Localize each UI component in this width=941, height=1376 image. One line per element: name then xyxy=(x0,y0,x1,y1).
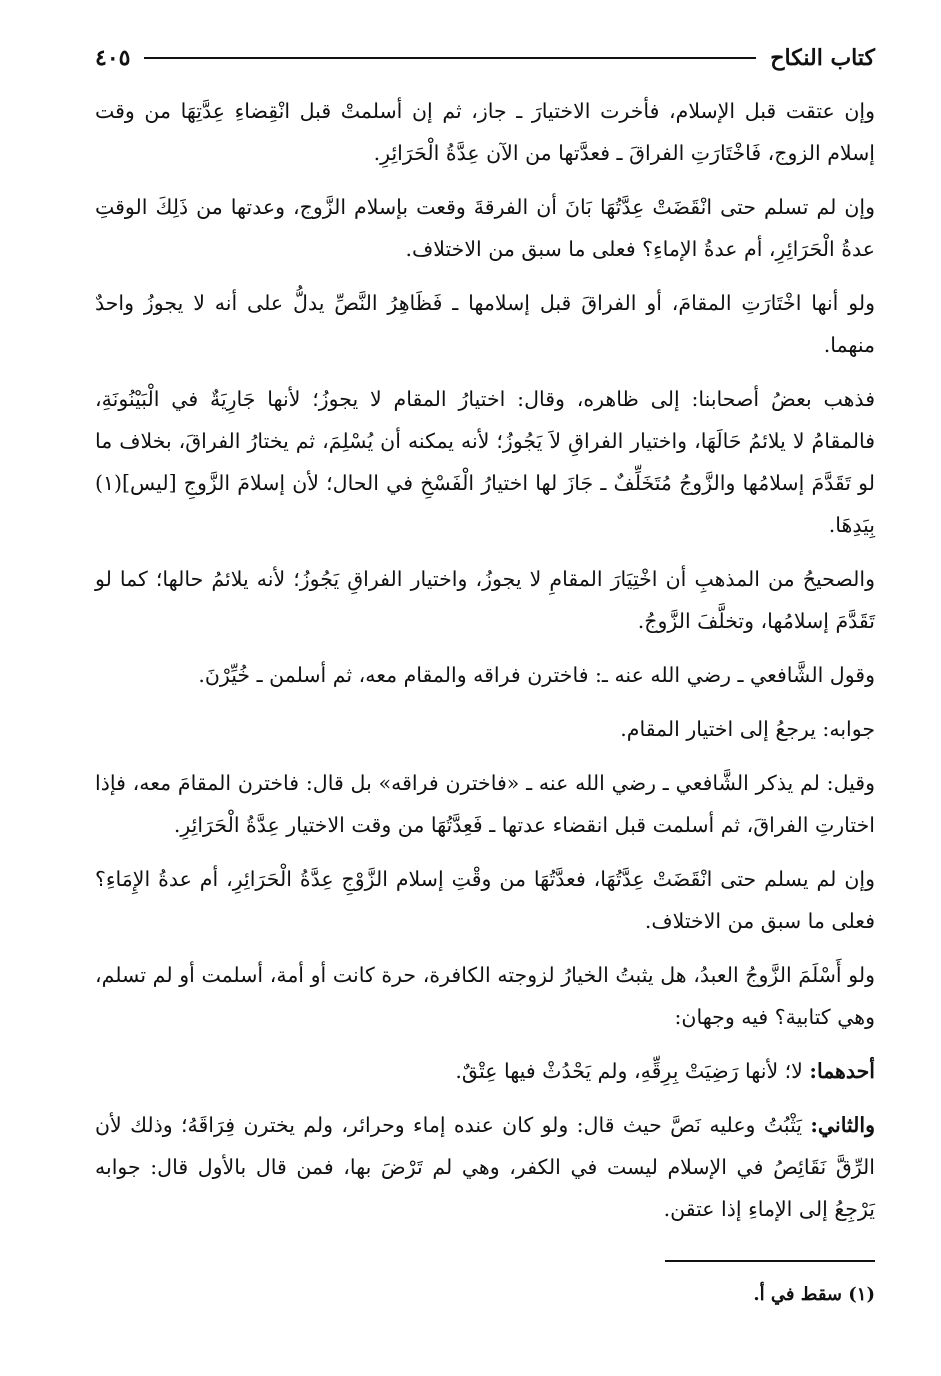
paragraph: وإن عتقت قبل الإسلام، فأخرت الاختيارَ ـ جاز، ثم إن أسلمتْ قبل انْقِضاءِ عِدَّتِهَا من وقت إسلام الزوج، فَاخْتَارَتِ الفراقَ ـ فعدَّتها من الآن عِدَّةُ الْحَرَائِرِ. xyxy=(95,99,875,165)
page-number: ٤٠٥ xyxy=(95,45,131,71)
footnote: (١) سقط في أ. xyxy=(753,1284,875,1305)
paragraph: وإن لم يسلم حتى انْقَضَتْ عِدَّتُهَا، فعدَّتُهَا من وقْتِ إسلام الزَّوْجِ عِدَّةُ الْحَرَائِرِ، أم عدةُ الإِمَاءِ؟ فعلى ما سبق من الاختلاف. xyxy=(95,867,875,933)
paragraph: وقيل: لم يذكر الشَّافعي ـ رضي الله عنه ـ «فاخترن فراقه» بل قال: فاخترن المقامَ معه، فإذا اختارتِ الفراقَ، ثم أسلمت قبل انقضاء عدتها ـ فَعِدَّتُهَا من وقت الاختيار عِدَّةُ الْحَرَائِرِ. xyxy=(95,771,875,837)
lead-word: أحدهما: xyxy=(809,1059,875,1083)
header-rule xyxy=(144,57,756,59)
paragraph: وإن لم تسلم حتى انْقَضَتْ عِدَّتُهَا بَانَ أن الفرقةَ وقعت بإسلام الزَّوج، وعدتها من ذَلِكَ الوقتِ عدةُ الْحَرَائِرِ، أم عدةُ الإماءِ؟ فعلى ما سبق من الاختلاف. xyxy=(95,195,875,261)
paragraph: فذهب بعضُ أصحابنا: إلى ظاهره، وقال: اختيارُ المقام لا يجوزُ؛ لأنها جَارِيَةٌ في الْبَيْنُونَةِ، فالمقامُ لا يلائمُ حَالَهَا، واختيار الفراقِ لاَ يَجُوزُ؛ لأنه يمكنه أن يُسْلِمَ، ثم يختارُ الفراقَ، بخلاف ما لو تَقَدَّمَ إسلامُها والزَّوجُ مُتَخَلِّفٌ ـ جَازَ لها اختيارُ الْفَسْخِ في الحال؛ لأن إسلامَ الزَّوجِ [ليس](١) بِيَدِهَا. xyxy=(95,387,875,537)
page-header xyxy=(95,38,875,78)
lead-word: والثاني: xyxy=(810,1113,875,1137)
paragraph: والصحيحُ من المذهبِ أن اخْتِيَارَ المقامِ لا يجوزُ، واختيار الفراقِ يَجُوزُ؛ لأنه يلائمُ حالها؛ كما لو تَقَدَّمَ إسلامُها، وتخلَّفَ الزَّوجُ. xyxy=(95,567,875,633)
footnote-rule xyxy=(665,1260,875,1262)
paragraph: ولو أنها اخْتَارَتِ المقامَ، أو الفراقَ قبل إسلامها ـ فَظَاهِرُ النَّصِّ يدلُّ على أنه لا يجوزُ واحدٌ منهما. xyxy=(95,291,875,357)
paragraph: جوابه: يرجعُ إلى اختيار المقام. xyxy=(620,717,875,741)
paragraph: وقول الشَّافعي ـ رضي الله عنه ـ: فاخترن فراقه والمقام معه، ثم أسلمن ـ خُيِّرْنَ. xyxy=(198,663,875,687)
paragraph-text: يَثْبُتُ وعليه نَصَّ حيث قال: ولو كان عنده إماء وحرائر، ولم يخترن فِرَاقَهُ؛ وذلك لأن الرِّقَّ نَقَائِصُ في الإسلام ليست في الكفر، وهي لم تَرْضَ بها، فمن قال بالأول قال: جوابه يَرْجِعُ إلى الإماءِ إذا عتقن. xyxy=(95,1113,875,1221)
paragraph-text: لا؛ لأنها رَضِيَتْ بِرِقِّهِ، ولم يَحْدُثْ فيها عِتْقٌ. xyxy=(455,1059,810,1083)
body-text xyxy=(95,90,875,1230)
paragraph-second-opinion xyxy=(95,1104,875,1230)
running-title: كتاب النكاح xyxy=(770,45,875,71)
paragraph-first-opinion xyxy=(95,1050,875,1092)
paragraph: ولو أَسْلَمَ الزَّوجُ العبدُ، هل يثبتُ الخيارُ لزوجته الكافرة، حرة كانت أو أمة، أسلمت أو لم تسلم، وهي كتابية؟ فيه وجهان: xyxy=(95,963,875,1029)
